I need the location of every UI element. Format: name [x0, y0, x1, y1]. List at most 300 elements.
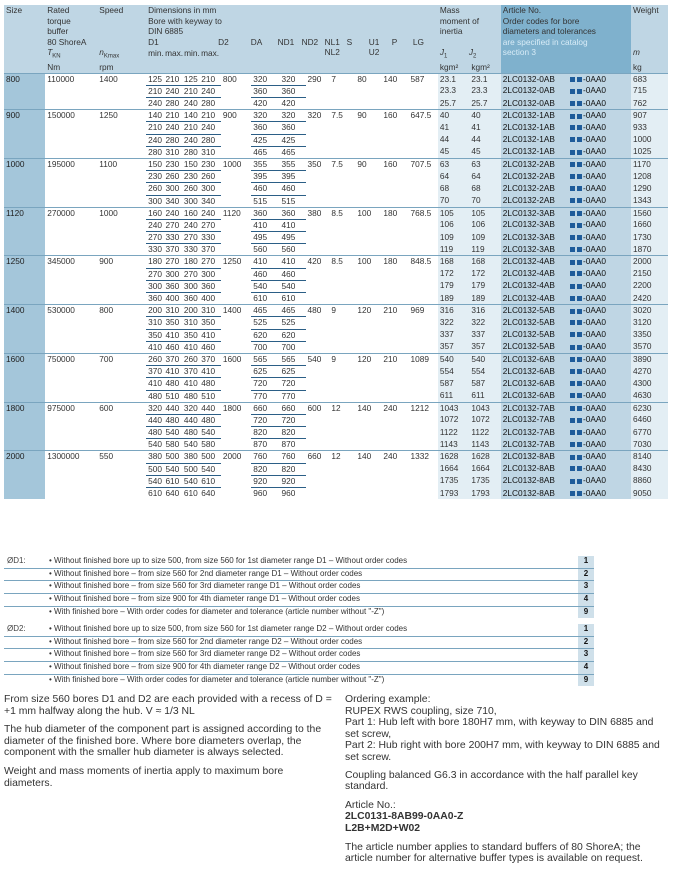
cell-j1: 109 — [438, 232, 469, 244]
cell-j1: 587 — [438, 378, 469, 390]
cell-j1: 1143 — [438, 439, 469, 451]
cell-u — [355, 378, 381, 390]
cell-nl: 420 — [306, 256, 330, 268]
cell-s: 7.5 — [329, 158, 355, 170]
cell-lg: 707.5 — [409, 158, 438, 170]
cell-weight: 3020 — [631, 305, 668, 317]
cell-j2: 105 — [469, 207, 500, 219]
cell-d1-min: 310 — [148, 317, 162, 328]
cell-u — [355, 280, 381, 292]
cell-u — [355, 475, 381, 487]
order-code-placeholder-icon — [570, 406, 575, 411]
cell-article: 2LC0132-0AB — [501, 85, 567, 97]
cell-d1-min: 270 — [148, 232, 162, 243]
cell-d1-max: 300 — [163, 183, 181, 195]
weight-note: Weight and mass moments of inertia apply to maximum bore diameters. — [4, 765, 284, 789]
order-code-placeholder-icon — [577, 442, 582, 447]
cell-lg — [409, 122, 438, 134]
cell-nl — [306, 268, 330, 280]
cell-d2-max: 260 — [199, 171, 221, 183]
cell-nl — [306, 439, 330, 451]
cell-d2-min: 480 — [183, 427, 198, 438]
cell-p — [381, 183, 408, 195]
order-suffix-text: -0AA0 — [582, 390, 607, 401]
cell-d2-max: 310 — [199, 305, 221, 317]
cell-article: 2LC0132-5AB — [501, 317, 567, 329]
cell-torque — [45, 488, 97, 500]
cell-j2: 44 — [469, 134, 500, 146]
cell-d1-min: 260 — [148, 183, 162, 194]
cell-size — [4, 341, 45, 353]
cell-d2-min: 210 — [183, 85, 198, 96]
order-code-placeholder-icon — [570, 345, 575, 350]
cell-size — [4, 378, 45, 390]
cell-da: 1250 — [221, 256, 251, 268]
cell-order-suffix — [567, 85, 631, 97]
cell-article: 2LC0132-7AB — [501, 414, 567, 426]
cell-j1: 540 — [438, 353, 469, 365]
table-row — [4, 353, 668, 365]
cell-size — [4, 329, 45, 341]
cell-da: 1120 — [221, 207, 251, 219]
cell-speed — [97, 475, 146, 487]
order-suffix-text: -0AA0 — [582, 207, 607, 218]
order-code-placeholder-icon — [570, 247, 575, 252]
cell-d1-max: 280 — [165, 98, 180, 109]
cell-nl — [306, 219, 330, 231]
cell-weight: 1870 — [631, 244, 668, 256]
order-suffix-text: -0AA0 — [582, 438, 607, 449]
cell-article: 2LC0132-4AB — [501, 280, 567, 292]
cell-order-suffix — [567, 98, 631, 110]
cell-size — [4, 146, 45, 158]
cell-lg: 647.5 — [409, 110, 438, 122]
cell-article: 2LC0132-2AB — [501, 195, 567, 207]
cell-u: 90 — [355, 158, 381, 170]
cell-u — [355, 244, 381, 256]
cell-size — [4, 183, 45, 195]
cell-article: 2LC0132-8AB — [501, 488, 567, 500]
cell-d2-min: 500 — [183, 463, 198, 474]
cell-s — [329, 427, 355, 439]
order-code-placeholder-icon — [577, 186, 582, 191]
cell-d2-max: 410 — [199, 366, 221, 378]
cell-d2-max: 410 — [199, 329, 221, 341]
cell-nd1: 355 — [251, 158, 279, 170]
cell-da: 2000 — [221, 451, 251, 463]
cell-d2-max: 370 — [201, 244, 216, 255]
cell-p — [381, 488, 408, 500]
cell-j1: 68 — [438, 183, 469, 195]
order-suffix-text: -0AA0 — [582, 487, 607, 498]
cell-nd2: 320 — [279, 73, 305, 85]
order-code-placeholder-icon — [570, 491, 575, 496]
cell-speed: 1000 — [97, 207, 146, 219]
order-code-placeholder-icon — [570, 381, 575, 386]
cell-speed — [97, 427, 146, 439]
header-mass-moment: Mass moment of inertia $J_1$ $J_2$ — [439, 5, 480, 60]
cell-d2-min: 540 — [183, 439, 198, 450]
article-number-1: 2LC0131-8AB99-0AA0-Z — [345, 811, 464, 823]
notes-d1 — [4, 556, 594, 618]
cell-torque — [45, 146, 97, 158]
cell-s — [329, 171, 355, 183]
cell-j1: 45 — [438, 146, 469, 158]
article-number-2: L2B+M2D+W02 — [345, 822, 421, 834]
cell-u: 140 — [355, 402, 381, 414]
cell-weight: 1000 — [631, 134, 668, 146]
table-row — [4, 475, 668, 487]
cell-da — [221, 439, 251, 451]
cell-nd2: 360 — [279, 85, 305, 97]
cell-size — [4, 280, 45, 292]
cell-j1: 106 — [438, 219, 469, 231]
table-row — [4, 439, 668, 451]
order-code-placeholder-icon — [577, 320, 582, 325]
cell-weight: 2150 — [631, 268, 668, 280]
cell-weight: 1290 — [631, 183, 668, 195]
order-code-placeholder-icon — [570, 309, 575, 314]
cell-size — [4, 195, 45, 207]
cell-weight: 762 — [631, 98, 668, 110]
cell-torque — [45, 366, 97, 378]
cell-article: 2LC0132-8AB — [501, 463, 567, 475]
cell-article: 2LC0132-4AB — [501, 256, 567, 268]
cell-s — [329, 463, 355, 475]
order-code-placeholder-icon — [577, 381, 582, 386]
cell-d2-max: 510 — [201, 390, 216, 401]
cell-p — [381, 414, 408, 426]
cell-da — [221, 85, 251, 97]
cell-s — [329, 378, 355, 390]
order-code-placeholder-icon — [577, 137, 582, 142]
cell-lg — [409, 232, 438, 244]
cell-j1: 25.7 — [438, 98, 469, 110]
cell-nl — [306, 317, 330, 329]
cell-lg — [409, 280, 438, 292]
cell-s — [329, 280, 355, 292]
cell-weight: 8140 — [631, 451, 668, 463]
cell-torque — [45, 329, 97, 341]
table-row — [4, 463, 668, 475]
order-code-placeholder-icon — [577, 211, 582, 216]
cell-u — [355, 268, 381, 280]
cell-nd2: 460 — [279, 268, 305, 280]
cell-da — [221, 293, 251, 305]
cell-speed — [97, 195, 146, 207]
order-code-placeholder-icon — [577, 466, 582, 471]
cell-nd1: 320 — [251, 110, 279, 122]
order-suffix-text: -0AA0 — [582, 158, 607, 169]
cell-nd1: 720 — [251, 378, 279, 390]
order-suffix-text: -0AA0 — [582, 146, 607, 157]
cell-nd2: 465 — [281, 146, 296, 157]
cell-speed — [97, 183, 146, 195]
cell-lg — [409, 317, 438, 329]
cell-nd2: 360 — [279, 207, 305, 219]
cell-speed — [97, 268, 146, 280]
table-row — [4, 134, 668, 146]
cell-d2-max: 480 — [199, 378, 221, 390]
cell-order-suffix — [567, 475, 631, 487]
cell-article: 2LC0132-3AB — [501, 244, 567, 256]
cell-s — [329, 98, 355, 110]
note-row — [4, 606, 594, 618]
order-suffix-text: -0AA0 — [582, 475, 607, 486]
cell-d1-min: 370 — [148, 366, 162, 377]
cell-s — [329, 366, 355, 378]
cell-speed: 800 — [97, 305, 146, 317]
cell-nd1: 625 — [251, 366, 279, 378]
cell-j2: 179 — [469, 280, 500, 292]
cell-nd1: 540 — [251, 280, 279, 292]
cell-d2-max: 270 — [199, 256, 221, 268]
cell-nd2: 960 — [281, 488, 296, 499]
cell-nd2: 720 — [279, 414, 305, 426]
hub-diameter-note: The hub diameter of the component part is assigned according to the diameter of the finished bore. Where bore diameters overlap, the component with the smaller hub diameter is always selected. — [4, 724, 322, 759]
cell-article: 2LC0132-3AB — [501, 232, 567, 244]
cell-j2: 540 — [469, 353, 500, 365]
cell-size: 1800 — [4, 402, 45, 414]
cell-d2-min: 480 — [183, 390, 198, 401]
cell-torque: 110000 — [45, 73, 97, 85]
cell-lg — [409, 427, 438, 439]
ordering-example — [345, 694, 668, 872]
cell-d1-min: 200 — [148, 305, 162, 316]
cell-size: 1600 — [4, 353, 45, 365]
cell-d1-max: 410 — [163, 366, 181, 378]
cell-speed — [97, 366, 146, 378]
note-row — [4, 581, 594, 594]
cell-size — [4, 244, 45, 256]
note-row — [4, 594, 594, 607]
cell-speed — [97, 146, 146, 158]
cell-d1-min: 125 — [148, 73, 162, 84]
cell-d2-max: 400 — [201, 293, 216, 304]
cell-j2: 316 — [469, 305, 500, 317]
cell-d1-min: 610 — [148, 488, 162, 499]
note-code: 1 — [578, 624, 594, 636]
cell-nl — [306, 378, 330, 390]
cell-d2-max: 280 — [199, 134, 221, 146]
cell-d2-min: 280 — [183, 146, 198, 157]
cell-order-suffix — [567, 110, 631, 122]
cell-lg — [409, 244, 438, 256]
cell-nd1: 515 — [253, 195, 268, 206]
cell-torque — [45, 475, 97, 487]
note-text: • Without finished bore – from size 560 for 2nd diameter range D2 – Without order codes — [46, 636, 578, 649]
cell-u — [355, 427, 381, 439]
cell-d1-max: 640 — [165, 488, 180, 499]
order-code-placeholder-icon — [577, 284, 582, 289]
cell-p — [381, 427, 408, 439]
article-label: Article No.: — [345, 799, 396, 811]
cell-torque — [45, 439, 97, 451]
cell-weight: 6460 — [631, 414, 668, 426]
note-text: • With finished bore – With order codes for diameter and tolerance (article number without "-Z") — [49, 606, 385, 616]
cell-nd1: 495 — [251, 232, 279, 244]
cell-j1: 1072 — [438, 414, 469, 426]
cell-da — [221, 427, 251, 439]
cell-d1-min: 540 — [148, 475, 162, 486]
cell-order-suffix — [567, 293, 631, 305]
order-code-placeholder-icon — [570, 271, 575, 276]
cell-d2-max: 300 — [199, 183, 221, 195]
table-row — [4, 390, 668, 402]
cell-torque — [45, 134, 97, 146]
cell-d2-min: 240 — [183, 219, 198, 230]
cell-torque — [45, 171, 97, 183]
cell-j2: 172 — [469, 268, 500, 280]
cell-lg — [409, 341, 438, 353]
cell-order-suffix — [567, 122, 631, 134]
cell-s: 7.5 — [329, 110, 355, 122]
cell-j2: 554 — [469, 366, 500, 378]
cell-nl — [306, 414, 330, 426]
cell-u — [355, 183, 381, 195]
cell-lg — [409, 98, 438, 110]
cell-p — [381, 171, 408, 183]
cell-order-suffix — [567, 195, 631, 207]
cell-nd2: 760 — [279, 451, 305, 463]
cell-nd2: 820 — [279, 427, 305, 439]
order-code-placeholder-icon — [577, 369, 582, 374]
table-row — [4, 488, 668, 500]
cell-size — [4, 439, 45, 451]
cell-da — [221, 244, 251, 256]
cell-speed — [97, 232, 146, 244]
cell-j1: 1664 — [438, 463, 469, 475]
cell-d1-min: 240 — [148, 219, 162, 230]
cell-d2-min: 200 — [183, 305, 198, 316]
cell-d2-max: 640 — [201, 488, 216, 499]
cell-nl — [306, 293, 330, 305]
cell-d1-min: 410 — [148, 378, 162, 389]
cell-nd1: 720 — [251, 414, 279, 426]
cell-j1: 1793 — [438, 488, 469, 500]
table-row — [4, 378, 668, 390]
cell-p — [381, 219, 408, 231]
cell-lg — [409, 268, 438, 280]
order-suffix-text: -0AA0 — [582, 402, 607, 413]
cell-j1: 179 — [438, 280, 469, 292]
cell-d1-min: 300 — [148, 280, 162, 291]
table-row — [4, 98, 668, 110]
cell-d1-min: 380 — [148, 451, 162, 462]
cell-nl — [306, 98, 330, 110]
cell-lg: 768.5 — [409, 207, 438, 219]
cell-nd2: 820 — [279, 463, 305, 475]
cell-d2-min: 140 — [183, 110, 198, 121]
cell-weight: 1025 — [631, 146, 668, 158]
cell-nd2: 870 — [281, 439, 296, 450]
cell-d1-min: 240 — [148, 134, 162, 145]
cell-nd1: 395 — [251, 171, 279, 183]
cell-d2-min: 330 — [183, 244, 198, 255]
cell-p: 180 — [381, 256, 408, 268]
cell-j2: 106 — [469, 219, 500, 231]
cell-j2: 357 — [469, 341, 500, 353]
cell-speed — [97, 85, 146, 97]
cell-speed: 600 — [97, 402, 146, 414]
cell-nl — [306, 341, 330, 353]
cell-j2: 611 — [469, 390, 500, 402]
order-code-placeholder-icon — [570, 466, 575, 471]
cell-d1-min: 270 — [148, 268, 162, 279]
cell-torque — [45, 268, 97, 280]
cell-d1-max: 340 — [165, 195, 180, 206]
cell-nd1: 610 — [253, 293, 268, 304]
cell-nd1: 410 — [251, 219, 279, 231]
cell-nd2: 395 — [279, 171, 305, 183]
cell-p — [381, 341, 408, 353]
cell-j1: 168 — [438, 256, 469, 268]
cell-nd2: 660 — [279, 402, 305, 414]
order-code-placeholder-icon — [570, 114, 575, 119]
cell-d2-max: 350 — [199, 317, 221, 329]
cell-d2-min: 125 — [183, 73, 198, 84]
cell-d2-max: 370 — [199, 353, 221, 365]
cell-d2-max: 330 — [199, 232, 221, 244]
cell-size — [4, 98, 45, 110]
cell-nd2: 625 — [279, 366, 305, 378]
cell-p — [381, 98, 408, 110]
cell-weight: 7030 — [631, 439, 668, 451]
note-code: 3 — [578, 649, 594, 662]
note-row — [4, 662, 594, 675]
order-code-placeholder-icon — [570, 150, 575, 155]
cell-nd1: 820 — [251, 463, 279, 475]
cell-speed: 1400 — [97, 73, 146, 85]
cell-lg — [409, 390, 438, 402]
cell-speed — [97, 219, 146, 231]
header-size: Size — [6, 5, 23, 15]
cell-article: 2LC0132-0AB — [501, 73, 567, 85]
cell-speed — [97, 171, 146, 183]
order-suffix-text: -0AA0 — [582, 365, 607, 376]
order-code-placeholder-icon — [570, 296, 575, 301]
table-row — [4, 268, 668, 280]
cell-s — [329, 341, 355, 353]
cell-order-suffix — [567, 329, 631, 341]
cell-speed: 900 — [97, 256, 146, 268]
table-row — [4, 244, 668, 256]
order-code-placeholder-icon — [577, 198, 582, 203]
note-row — [4, 624, 594, 636]
cell-weight: 3890 — [631, 353, 668, 365]
order-suffix-text: -0AA0 — [582, 377, 607, 388]
cell-d2-min: 240 — [183, 98, 198, 109]
cell-j2: 1072 — [469, 414, 500, 426]
cell-p — [381, 195, 408, 207]
order-code-placeholder-icon — [570, 235, 575, 240]
cell-article: 2LC0132-8AB — [501, 451, 567, 463]
order-code-placeholder-icon — [577, 406, 582, 411]
cell-torque — [45, 85, 97, 97]
cell-speed: 1100 — [97, 158, 146, 170]
cell-d2-max: 270 — [199, 219, 221, 231]
order-suffix-text: -0AA0 — [582, 231, 607, 242]
cell-d1-min: 500 — [148, 463, 162, 474]
cell-order-suffix — [567, 414, 631, 426]
cell-s — [329, 488, 355, 500]
cell-j1: 337 — [438, 329, 469, 341]
cell-d2-min: 350 — [183, 329, 198, 340]
cell-speed — [97, 329, 146, 341]
cell-j1: 1122 — [438, 427, 469, 439]
cell-nl: 320 — [306, 110, 330, 122]
cell-da — [221, 280, 251, 292]
